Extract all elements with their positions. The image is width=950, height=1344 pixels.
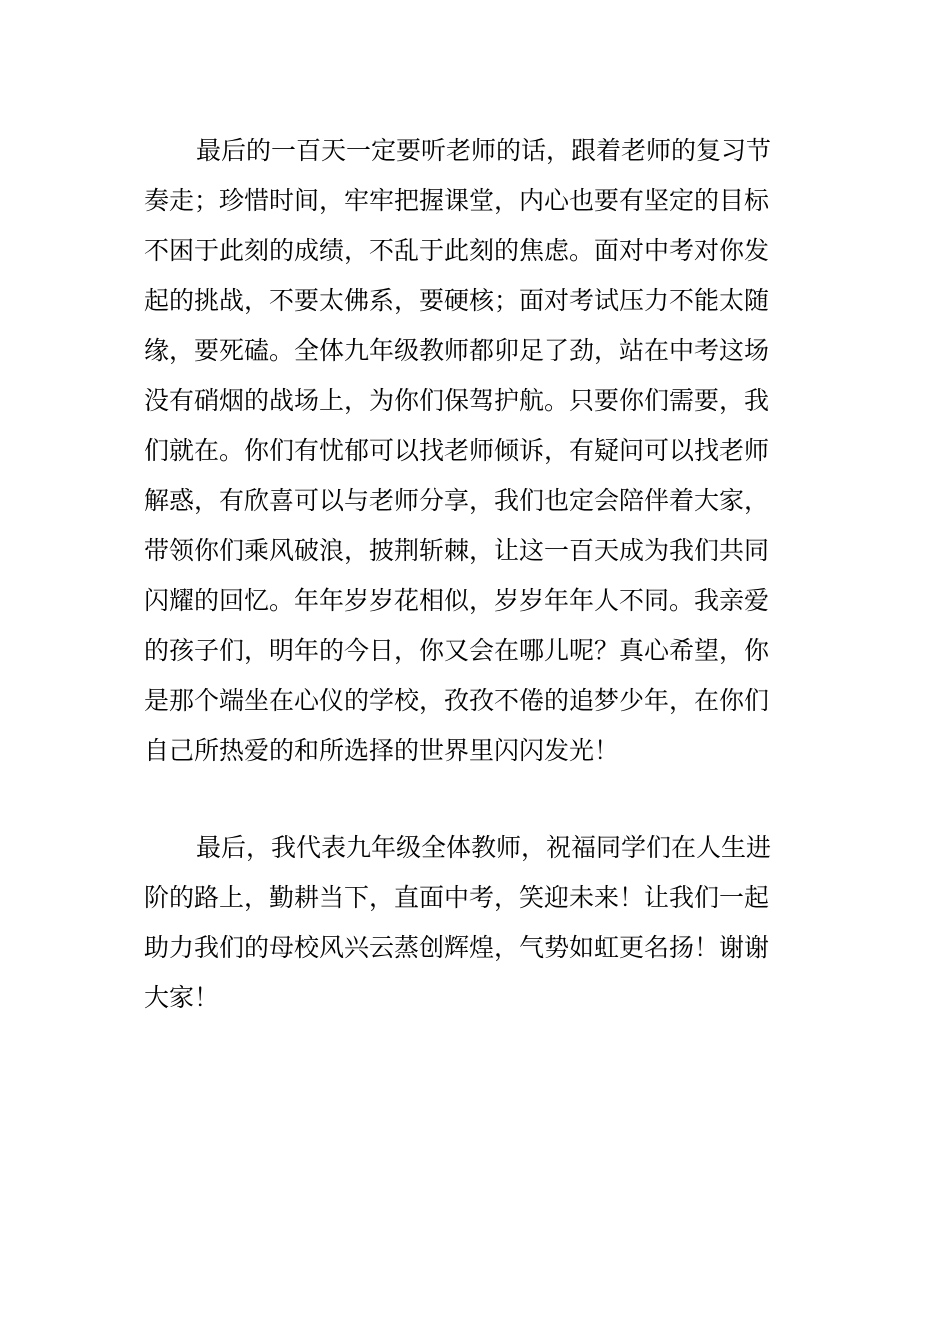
paragraph-1 bbox=[144, 126, 808, 776]
paragraph-line: 奏走；珍惜时间，牢牢把握课堂，内心也要有坚定的目标 bbox=[144, 186, 770, 215]
paragraph-line: 不困于此刻的成绩，不乱于此刻的焦虑。面对中考对你发 bbox=[144, 236, 770, 265]
paragraph-line: 没有硝烟的战场上，为你们保驾护航。只要你们需要，我 bbox=[144, 386, 770, 415]
paragraph-line: 带领你们乘风破浪，披荆斩棘，让这一百天成为我们共同 bbox=[144, 536, 770, 565]
paragraph-line: 助力我们的母校风兴云蒸创辉煌，气势如虹更名扬！谢谢 bbox=[144, 933, 770, 962]
paragraph-line: 闪耀的回忆。年年岁岁花相似，岁岁年年人不同。我亲爱 bbox=[144, 586, 770, 615]
paragraph-line: 最后，我代表九年级全体教师，祝福同学们在人生进 bbox=[196, 833, 772, 862]
paragraph-line: 大家！ bbox=[144, 983, 220, 1012]
paragraph-line: 解惑，有欣喜可以与老师分享，我们也定会陪伴着大家， bbox=[144, 486, 770, 515]
paragraph-line: 是那个端坐在心仪的学校，孜孜不倦的追梦少年，在你们 bbox=[144, 686, 770, 715]
paragraph-line: 的孩子们，明年的今日，你又会在哪儿呢？真心希望，你 bbox=[144, 636, 770, 665]
paragraph-line: 缘，要死磕。全体九年级教师都卯足了劲，站在中考这场 bbox=[144, 336, 770, 365]
paragraph-line: 们就在。你们有忧郁可以找老师倾诉，有疑问可以找老师 bbox=[144, 436, 770, 465]
paragraph-line: 最后的一百天一定要听老师的话，跟着老师的复习节 bbox=[196, 136, 772, 165]
paragraph-line: 阶的路上，勤耕当下，直面中考，笑迎未来！让我们一起 bbox=[144, 883, 770, 912]
paragraph-line: 起的挑战，不要太佛系，要硬核；面对考试压力不能太随 bbox=[144, 286, 770, 315]
paragraph-line: 自己所热爱的和所选择的世界里闪闪发光！ bbox=[144, 736, 620, 765]
paragraph-2 bbox=[144, 823, 808, 1023]
